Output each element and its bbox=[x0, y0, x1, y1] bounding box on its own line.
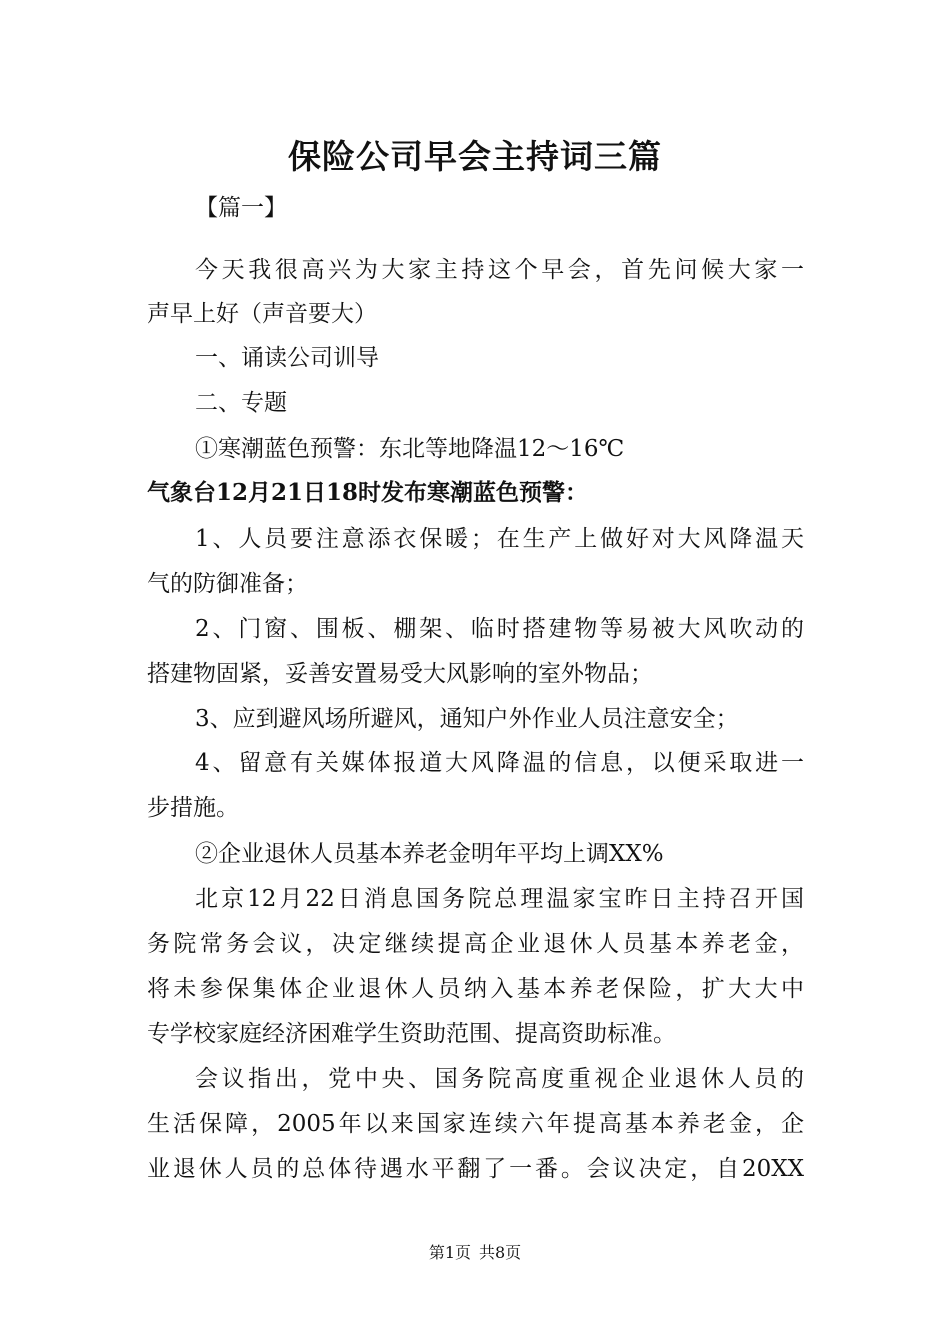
page-total: 共8页 bbox=[479, 1243, 522, 1262]
page-footer bbox=[0, 1241, 950, 1265]
paragraph-line: 专学校家庭经济困难学生资助范围、提高资助标准。 bbox=[147, 1021, 676, 1047]
paragraph-line: 将未参保集体企业退休人员纳入基本养老保险，扩大大中 bbox=[147, 976, 804, 1002]
list-item-line: 步措施。 bbox=[147, 795, 239, 821]
topic-heading: ①寒潮蓝色预警：东北等地降温12～16℃ bbox=[195, 436, 625, 462]
list-item-line: 搭建物固紧，妥善安置易受大风影响的室外物品； bbox=[147, 661, 653, 687]
paragraph-line: 会议指出，党中央、国务院高度重视企业退休人员的 bbox=[195, 1066, 804, 1092]
agenda-heading: 二、专题 bbox=[195, 390, 287, 416]
list-item-line: 4、留意有关媒体报道大风降温的信息，以便采取进一 bbox=[195, 750, 804, 776]
agenda-heading: 一、诵读公司训导 bbox=[195, 345, 379, 371]
bold-subheading: 气象台12月21日18时发布寒潮蓝色预警： bbox=[147, 479, 589, 506]
list-item-line: 2、门窗、围板、棚架、临时搭建物等易被大风吹动的 bbox=[195, 616, 804, 642]
list-item-line: 1、人员要注意添衣保暖；在生产上做好对大风降温天 bbox=[195, 526, 804, 552]
document-title: 保险公司早会主持词三篇 bbox=[288, 137, 662, 176]
paragraph-line: 务院常务会议，决定继续提高企业退休人员基本养老金， bbox=[147, 931, 804, 957]
list-item-line: 3、应到避风场所避风，通知户外作业人员注意安全； bbox=[195, 706, 739, 732]
paragraph-line: 生活保障，2005年以来国家连续六年提高基本养老金，企 bbox=[147, 1111, 804, 1137]
paragraph-line: 业退休人员的总体待遇水平翻了一番。会议决定，自20XX bbox=[147, 1156, 804, 1182]
paragraph-line: 声早上好（声音要大） bbox=[147, 301, 377, 327]
list-item-line: 气的防御准备； bbox=[147, 571, 308, 597]
page-number: 第1页 bbox=[428, 1243, 471, 1262]
paragraph-line: 今天我很高兴为大家主持这个早会，首先问候大家一 bbox=[195, 257, 804, 283]
paragraph-line: 北京12月22日消息国务院总理温家宝昨日主持召开国 bbox=[195, 886, 804, 912]
section-marker: 【篇一】 bbox=[195, 195, 287, 221]
topic-heading: ②企业退休人员基本养老金明年平均上调XX% bbox=[195, 841, 664, 867]
